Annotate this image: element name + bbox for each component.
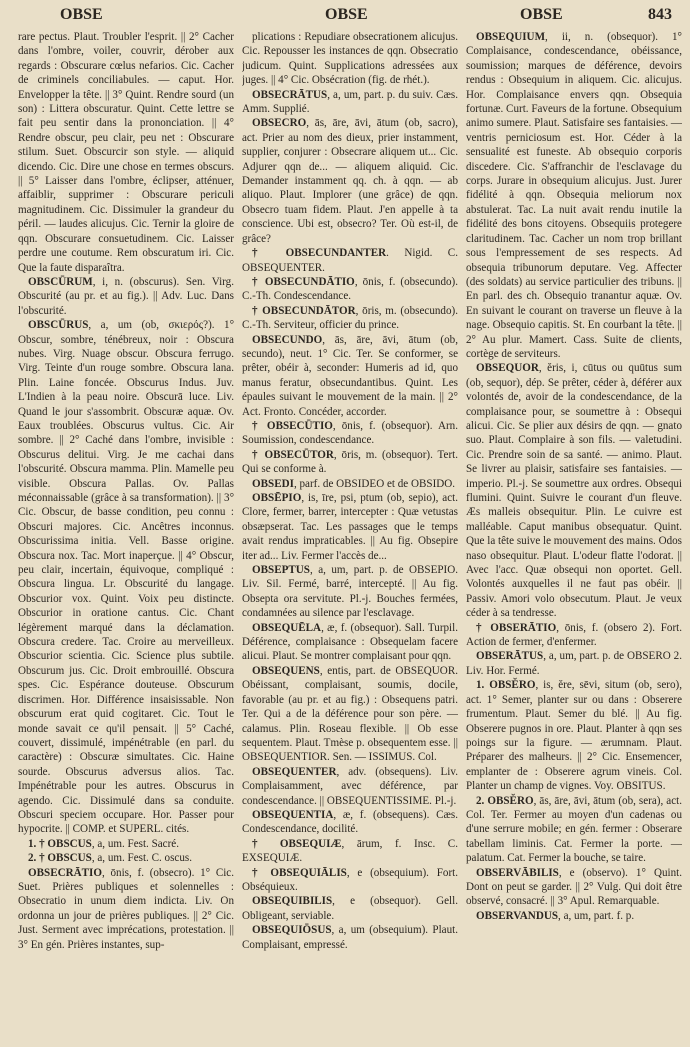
column-right (466, 30, 682, 1042)
dictionary-entry: OBSECRO, ās, āre, āvi, ātum (ob, sacro), act. Prier au nom des dieux, prier instamment, supplier, conjurer : Obsecrare aliquem ut... Cic. Adjurer qqn de... — aliquem aliquid. Cic. Demander instamment qq. ch. à qqn. — ab aliquo. Plaut. Implorer (une grâce) de qqn. Obsecro tuam fidem. Plaut. J'en appelle à ta conscience. Ubi est, obsecro? Ter. Où est-il, de grâce? (242, 117, 458, 245)
dictionary-entry: † OBSECŪTOR, ōris, m. (obsequor). Tert. Qui se conforme à. (242, 448, 458, 476)
dictionary-entry: rare pectus. Plaut. Troubler l'esprit. || 2° Cacher dans l'ombre, voiler, couvrir, dérober aux regards : Obscurare cœlus nefarios. Cic. Cacher de criminels conciliabules. — caput. Hor. Envelopper la tête. || 3° Quint. Rendre sourd (un son) : Littera obscuratur. Quint. Cette lettre se fait peu sentir dans la prononciation. || 4° Rendre obscur, peu clair, peu net : Obscurare stilum. Suet. Obscurcir son style. — aliquid dicendo. Cic. Dire une chose en termes obscurs. || 5° Laisser dans l'ombre, éclipser, atténuer, affaiblir, supprimer : Obscurare periculi magnitudinem. Cic. Dissimuler la grandeur du péril. — laudes alicujus. Cic. Ternir la gloire de qqn. Obscurare consuetudinem. Cic. Laisser perdre une coutume. Rem obscuratum iri. Cic. Que la faute disparaîtra. (18, 31, 234, 274)
dictionary-entry: † OBSEQUIĀLIS, e (obsequium). Fort. Obséquieux. (242, 866, 458, 893)
dictionary-entry: OBSECRĀTUS, a, um, part. p. du suiv. Cæs. Amm. Supplié. (242, 88, 458, 116)
dictionary-entry: OBSERĀTUS, a, um, part. p. de OBSERO 2. Liv. Hor. Fermé. (466, 650, 682, 677)
dictionary-entry: OBSEQUĒLA, æ, f. (obsequor). Sall. Turpil. Déférence, complaisance : Obsequelam facere alicui. Plaut. Se montrer complaisant pour qqn. (242, 621, 458, 663)
text-columns (18, 30, 682, 1042)
dictionary-entry: OBSEQUIBILIS, e (obsequor). Gell. Obligeant, serviable. (242, 895, 458, 922)
dictionary-entry: † OBSECUNDĀTIO, ōnis, f. (obsecundo). C.-Th. Condescendance. (242, 275, 458, 303)
dictionary-entry: OBSEPTUS, a, um, part. p. de OBSEPIO. Liv. Sil. Fermé, barré, intercepté. || Au fig. Obsepta ora servitute. Pl.-j. Bouches fermées, condamnées au silence par l'esclavage. (242, 564, 458, 620)
dictionary-entry: OBSECRĀTIO, ōnis, f. (obsecro). 1° Cic. Suet. Prières publiques et solennelles : Obsecratio in unum diem indicta. Liv. On ordonna un jour de prières publiques. || 2° Cic. Just. Serment avec imprécations, protestation. || 3° En gén. Prières instantes, sup- (18, 866, 234, 951)
dictionary-entry: OBSERVANDUS, a, um, part. f. p. (476, 909, 635, 922)
dictionary-entry: OBSCŪRUM, i, n. (obscurus). Sen. Virg. Obscurité (au pr. et au fig.). || Adv. Luc. Dans l'obscurité. (18, 275, 234, 317)
dictionary-entry: OBSEQUENTER, adv. (obsequens). Liv. Complaisamment, avec déférence, par condescendance. || OBSEQUENTISSIME. Pl.-j. (242, 765, 458, 807)
page-number: 843 (648, 6, 672, 23)
dictionary-entry: OBSERVĀBILIS, e (observo). 1° Quint. Dont on peut se garder. || 2° Vulg. Qui doit être observé, consacré. || 3° Apul. Remarquable. (466, 866, 682, 908)
dictionary-entry: OBSCŪRUS, a, um (ob, σκιερός?). 1° Obscur, sombre, ténébreux, noir : Obscura nubes. Virg. Nuage obscur. Obscura ferrugo. Virg. Teinte d'un rouge sombre. Obscura lana. Plin. Laine foncée. Obscurus Indus. Juv. L'Indien à la peau noire. Obscurā luce. Liv. Quand le jour s'assombrit. Obscuræ aquæ. Ov. Eaux troublées. Obscurus vultus. Cic. Air sombre. || 2° Caché dans l'ombre, invisible : Obscurus delitui. Virg. Je me cachai dans l'obscurité. Obscura mamma. Plin. Mamelle peu visible. Obscura Pallas. Ov. Pallas méconnaissable (grâce à sa transformation). || 3° Cic. Obscur, de basse condition, peu connu : Obscuri majores. Cic. Ancêtres inconnus. Obscurissima initia. Vell. Basse origine. Obscura nox. Tac. Mort inaperçue. || 4° Obscur, peu clair, incertain, équivoque, compliqué : Obscura lingua. Lr. Obscurité du langage. Obscurior vox. Quint. Voix peu distincte. Obscurior in oratione cantus. Cic. Chant légèrement marqué dans la déclamation. Obscura credere. Tac. Croire au merveilleux. Obscurior scientia. Cic. Science plus subtile. Obscurum jus. Cic. Droit embrouillé. Obscura spes. Cic. Espérance douteuse. Obscurum discrimen. Hor. Différence insaisissable. Non obscurum erat quid cogitaret. Cic. Tout le monde savait ce qu'il pensait. || 5° Caché, couvert, dissimulé, impénétrable (en parl. du caractère) : Obscuræ simultates. Cic. Haine sourde. Obscurus adversus alios. Tac. Impénétrable pour les autres. Obscurus in agendo. Cic. Dissimulé dans sa conduite. Obscuri speciem occupare. Hor. Passer pour hypocrite. || COMP. et SUPERL. cités. (18, 319, 234, 836)
dictionary-entry: 2. † OBSCUS, a, um. Fest. C. oscus. (28, 852, 192, 865)
dictionary-entry: 1. † OBSCUS, a, um. Fest. Sacré. (28, 837, 180, 850)
dictionary-entry: OBSEQUENTIA, æ, f. (obsequens). Cæs. Condescendance, docilité. (242, 808, 458, 836)
column-left (18, 30, 234, 1042)
dictionary-entry: † OBSECUNDĀTOR, ōris, m. (obsecundo). C.-Th. Serviteur, officier du prince. (242, 304, 458, 332)
dictionary-entry: † OBSECUNDANTER. Nigid. C. OBSEQUENTER. (242, 247, 458, 274)
dictionary-entry: OBSEDI, parf. de OBSIDEO et de OBSIDO. (252, 477, 456, 490)
header-center-guide-word: OBSE (325, 6, 368, 23)
dictionary-entry: 2. OBSĔRO, ās, āre, āvi, ātum (ob, sera), act. Col. Ter. Fermer au moyen d'un cadenas ou d'une serrure mobile; en gén. fermer : Obserare tabellam liminis. Cat. Fermer la porte. — palatum. Cat. Fermer la bouche, se taire. (466, 794, 682, 865)
running-header (0, 6, 690, 28)
dictionary-entry: † OBSERĀTIO, ōnis, f. (obsero 2). Fort. Action de fermer, d'enfermer. (466, 621, 682, 649)
dictionary-entry: OBSEQUOR, ĕris, i, cūtus ou quūtus sum (ob, sequor), dép. Se prêter, céder à, déférer aux volontés de, avoir de la condescendance, de la complaisance pour, se soumettre à : Obsequi alicui. Cic. Se plier aux désirs de qqn. — gnato suo. Plaut. Complaire à son fils. — valetudini. Cic. Prendre soin de sa santé. — animo. Plaut. Se livrer au plaisir, satisfaire ses fantaisies. — imperio. Pl.-j. Se soumettre aux ordres. Obsequi flumini. Quint. Suivre le courant d'un fleuve. Æs malleis obsequitur. Plin. Le cuivre est malléable. Caput manibus obsequatur. Quint. Que la tête suive le mouvement des mains. Odos naso obsequitur. Plaut. L'odeur flatte l'odorat. || Avec l'acc. Quæ obsequi non oportet. Gell. Volontés auxquelles il ne faut pas obéir. || Passiv. Amori volo obsecutum. Plaut. Je veux céder à sa tendresse. (466, 362, 682, 620)
header-right-guide-word: OBSE (520, 6, 563, 23)
dictionary-entry: plications : Repudiare obsecrationem alicujus. Cic. Repousser les instances de qqn. Obsecratio judicum. Quint. Supplications adressées aux juges. || 4° Cic. Obsécration (fig. de rhét.). (242, 31, 458, 87)
dictionary-entry: OBSEQUENS, entis, part. de OBSEQUOR. Obéissant, complaisant, soumis, docile, favorable (au pr. et au fig.) : Obsequens patri. Ter. Qui a de la déférence pour son père. — calamus. Plin. Roseau flexible. || Ob esse sequentem. Plaut. Tmèse p. obsequentem esse. || OBSEQUENTIOR. Sen. — ISSIMUS. Col. (242, 664, 458, 764)
header-left-guide-word: OBSE (60, 6, 103, 23)
dictionary-entry: † OBSEQUIÆ, ārum, f. Insc. C. EXSEQUIÆ. (242, 837, 458, 865)
column-center (242, 30, 458, 1042)
dictionary-entry: OBSEQUIŌSUS, a, um (obsequium). Plaut. Complaisant, empressé. (242, 924, 458, 951)
dictionary-entry: OBSECUNDO, ās, āre, āvi, ātum (ob, secundo), neut. 1° Cic. Ter. Se conformer, se prêter, obéir à, seconder: Humeris ad id, quo manus feratur, obsecundantibus. Quint. Les épaules suivant le mouvement de la main. || 2° Act. Fronto. Concéder, accorder. (242, 333, 458, 418)
dictionary-entry: OBSĒPIO, is, īre, psi, ptum (ob, sepio), act. Clore, fermer, barrer, intercepter : Quæ vetustas obsæpserat. Tac. Les passages que le temps avait rendus impraticables. || Au fig. Obsepire iter ad... Liv. Fermer l'accès de... (242, 492, 458, 562)
dictionary-entry: 1. OBSĔRO, is, ĕre, sēvi, situm (ob, sero), act. 1° Semer, planter sur ou dans : Obserere frumentum. Plaut. Semer du blé. || Au fig. Obserere pugnos in ore. Plaut. Planter à qqn ses poings sur la figure. — ærumnam. Plaut. Préparer des malheurs. || 2° Cic. Ensemencer, emplanter de : Obserere agrum vineis. Col. Planter un champ de vignes. Voy. OBSITUS. (466, 679, 682, 793)
dictionary-entry: † OBSECŪTIO, ōnis, f. (obsequor). Arn. Soumission, condescendance. (242, 419, 458, 447)
dictionary-entry: OBSEQUIUM, ii, n. (obsequor). 1° Complaisance, condescendance, obéissance, soumission; marques de déférence, devoirs rendus : Obsequium in aliquem. Cic. alicujus. Hor. Complaisance envers qqn. Obsequia fortunæ. Curt. Faveurs de la fortune. Obsequium animo sumere. Plaut. Satisfaire ses fantaisies. — ventris perniciosum est. Hor. Céder à la sensualité est funeste. Ab obsequio corporis discedere. Cic. S'affranchir de l'esclavage du corps. Jurare in obsequium alicujus. Just. Jurer fidélité à qqn. Obsequia meliorum nox abstulerat. Tac. La nuit avait rendu inutile la fidélité des bons citoyens. Obsequiis protegere claritudinem. Tac. Cacher un nom trop brillant sous l'empressement de ses respects. Ad obsequia tribunorum deputare. Veg. Affecter (des soldats) au service particulier des tribuns. || En parl. des ch. Obsequio tranantur aquæ. Ov. En suivant le courant on traverse un fleuve à la nage. Obsequio capitis. St. En courbant la tête. || 2° Au plur. Mamert. Cass. Suite de clients, cortège de serviteurs. (466, 31, 682, 360)
